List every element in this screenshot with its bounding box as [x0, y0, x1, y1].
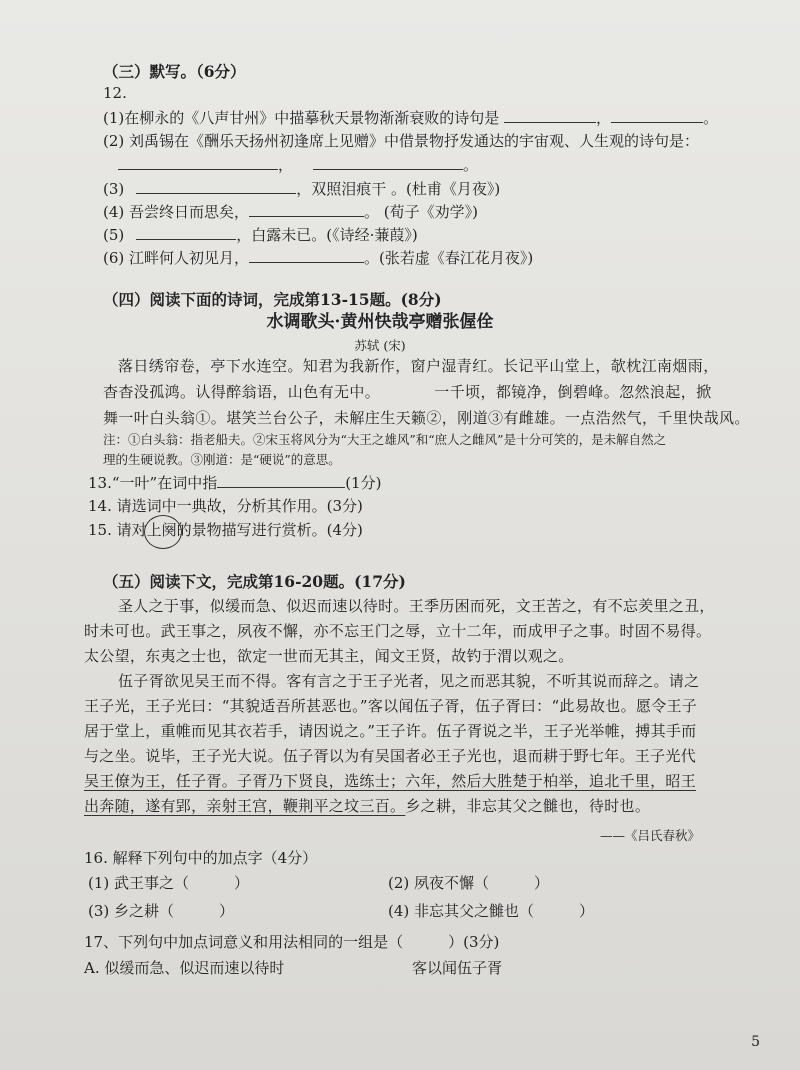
q13-text: 13.“一叶”在词中指	[88, 474, 218, 492]
q12-2-end: 。	[463, 156, 479, 174]
q12-1-sep: ，	[596, 109, 612, 127]
q12-4-after: 。 (荀子《劝学》)	[364, 203, 479, 221]
answer-blank[interactable]	[504, 107, 596, 123]
q12-1-end: 。	[703, 109, 719, 127]
passage-line: 伍子胥欲见吴王而不得。客有言之于王子光者，见之而恶其貌，不听其说而辞之。请之	[118, 672, 700, 690]
passage-line: 圣人之于事，似缓而急、似迟而速以待时。王季历困而死，文王苦之，有不忘羑里之丑，	[118, 597, 715, 615]
answer-blank[interactable]	[217, 472, 345, 488]
question-17-heading: 17、下列句中加点词意义和用法相同的一组是（ ）(3分)	[84, 933, 500, 951]
poem-title: 水调歌头·黄州快哉亭赠张偓佺	[266, 312, 494, 332]
question-13	[88, 472, 381, 493]
question-12-2-blanks	[118, 154, 478, 175]
question-17-option-a[interactable]: A. 似缓而急、似迟而速以待时	[84, 959, 285, 977]
passage-line: 与之坐。说毕，王子光大说。伍子胥以为有吴国者必王子光也，退而耕于野七年。王子光代	[84, 747, 697, 765]
passage-line: 王子光，王子光曰：“其貌适吾所甚恶也。”客以闻伍子胥，伍子胥曰：“此易故也。愿令王子	[84, 697, 698, 715]
question-16-item-3[interactable]: (3) 乡之耕（ ）	[88, 902, 235, 920]
q12-1-text: (1)在柳永的《八声甘州》中描摹秋天景物渐渐衰败的诗句是	[103, 109, 500, 127]
poem-line-1: 落日绣帘卷，亭下水连空。知君为我新作，窗户湿青红。长记平山堂上，欹枕江南烟雨，	[118, 357, 719, 375]
question-12-2: (2) 刘禹锡在《酬乐天扬州初逢席上见赠》中借景物抒发通达的宇宙观、人生观的诗句是：	[103, 132, 700, 150]
poem-author: 苏轼 (宋)	[354, 338, 406, 353]
passage-tail: 乡之耕，非忘其父之雠也，待时也。	[405, 797, 651, 815]
poem-note-1: 注：①白头翁：指老船夫。②宋玉将风分为“大王之雄风”和“庶人之雌风”是十分可笑的，是未解自然之	[103, 432, 667, 447]
passage-line: 居于堂上，重帷而见其衣若手，请因说之。”王子许。伍子胥说之半，王子光举帷，搏其手而	[84, 722, 697, 740]
answer-blank[interactable]	[313, 154, 463, 170]
question-17-option-a-pair: 客以闻伍子胥	[412, 959, 503, 977]
question-16-item-1[interactable]: (1) 武王事之（ ）	[88, 874, 250, 892]
question-12-6	[103, 247, 533, 268]
question-12-5	[103, 224, 418, 245]
answer-blank[interactable]	[136, 178, 296, 194]
poem-line-2: 杳杳没孤鸿。认得醉翁语，山色有无中。 一千顷，都镜净，倒碧峰。忽然浪起，掀	[103, 383, 712, 401]
pen-circle-mark	[144, 515, 182, 549]
q12-5-num: (5)	[103, 226, 125, 244]
passage-line: 时未可也。武王事之，夙夜不懈，亦不忘王门之辱，立十二年，而成甲子之事。时固不易得。	[84, 622, 712, 640]
q12-3-num: (3)	[103, 180, 125, 198]
question-12-number: 12.	[103, 84, 127, 102]
section4-heading: （四）阅读下面的诗词，完成第13-15题。(8分)	[103, 290, 442, 309]
passage-line: 太公望，东夷之士也，欲定一世而无其主，闻文王贤，故钓于渭以观之。	[84, 647, 574, 665]
q12-3-after: ，双照泪痕干 。(杜甫《月夜》)	[296, 180, 501, 198]
q12-6-text: (6) 江畔何人初见月，	[103, 249, 250, 267]
answer-blank[interactable]	[249, 201, 364, 217]
question-12-1	[103, 107, 718, 128]
poem-note-2: 理的生硬说教。③刚道：是“硬说”的意思。	[103, 452, 341, 467]
poem-line-3: 舞一叶白头翁①。堪笑兰台公子，未解庄生天籁②，刚道③有雌雄。一点浩然气，千里快哉风。	[103, 409, 750, 427]
passage-source: ——《吕氏春秋》	[600, 828, 701, 843]
passage-line-last	[84, 796, 650, 816]
page-number: 5	[751, 1034, 760, 1050]
q13-score: (1分)	[345, 474, 382, 492]
answer-blank[interactable]	[118, 154, 278, 170]
question-16-heading: 16. 解释下列句中的加点字（4分）	[84, 849, 318, 867]
question-12-3	[103, 178, 500, 199]
q12-6-after: 。(张若虚《春江花月夜》)	[364, 249, 534, 267]
answer-blank[interactable]	[249, 247, 364, 263]
underlined-segment: 出奔随，遂有郢，亲射王宫，鞭荆平之坟三百。	[84, 797, 406, 815]
question-14: 14. 请选词中一典故，分析其作用。(3分)	[88, 497, 363, 515]
q12-5-after: ，白露未已。(《诗经·蒹葭》)	[236, 226, 418, 244]
section5-heading: （五）阅读下文，完成第16-20题。(17分)	[103, 572, 406, 591]
question-12-4	[103, 201, 478, 222]
passage-line-underlined: 吴王僚为王，任子胥。子胥乃下贤良，选练士；六年，然后大胜楚于柏举，追北千里，昭王	[84, 772, 697, 790]
answer-blank[interactable]	[611, 107, 703, 123]
question-16-item-4[interactable]: (4) 非忘其父之雠也（ ）	[388, 902, 595, 920]
question-15: 15. 请对上阕的景物描写进行赏析。(4分)	[88, 521, 363, 539]
q12-4-text: (4) 吾尝终日而思矣，	[103, 203, 250, 221]
section3-heading: （三）默写。（6分）	[103, 62, 246, 81]
q12-2-sep: ，	[278, 156, 294, 174]
answer-blank[interactable]	[136, 224, 236, 240]
question-16-item-2[interactable]: (2) 夙夜不懈（ ）	[388, 874, 550, 892]
